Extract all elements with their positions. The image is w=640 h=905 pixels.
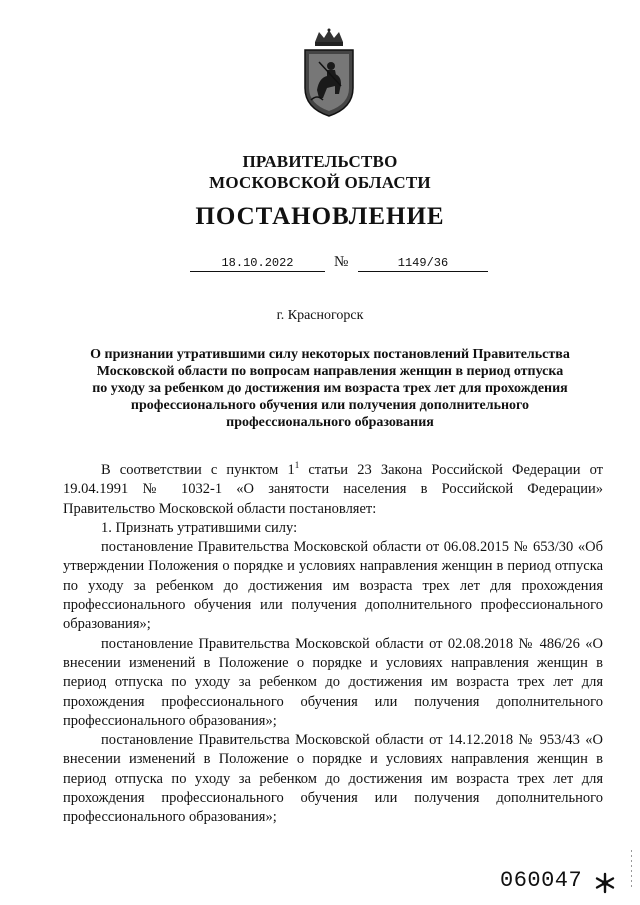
government-name-line-2: МОСКОВСКОЙ ОБЛАСТИ bbox=[209, 173, 431, 192]
moscow-region-coat-of-arms-icon bbox=[297, 28, 361, 118]
title-line: профессионального образования bbox=[226, 415, 434, 430]
serial-number: 060047 bbox=[500, 868, 583, 893]
body-paragraph: постановление Правительства Московской области от 02.08.2018 № 486/26 «О внесении изменений в Положение о порядке и условиях направления женщин в период отпуска по уходу за ребенком до достижения им возраста трех лет для прохождения профессионального обучения или получения дополнительного профессионального образования»; bbox=[63, 635, 603, 729]
body-paragraph: постановление Правительства Московской области от 06.08.2015 № 653/30 «Об утверждении Положения о порядке и условиях направления женщин в период отпуска по уходу за ребенком до достижения им возраста трех лет для прохождения профессионального обучения или получения дополнительного профессионального образования»; bbox=[63, 539, 603, 633]
preamble-text-2: статьи 23 Закона Российской Федерации от 19.04.1991 № 1032-1 «О занятости населения в Российской Федерации» Правительство Московской области постановляет: bbox=[63, 462, 603, 517]
footnote-superscript: 1 bbox=[294, 460, 300, 470]
preamble-paragraph bbox=[63, 461, 603, 519]
document-number: 1149/36 bbox=[358, 256, 488, 272]
document-date: 18.10.2022 bbox=[190, 256, 325, 272]
registration-line bbox=[0, 256, 640, 278]
title-line: по уходу за ребенком до достижения им возраста трех лет для прохождения bbox=[92, 381, 568, 396]
margin-scan-mark bbox=[630, 850, 633, 890]
title-line: Московской области по вопросам направления женщин в период отпуска bbox=[96, 364, 564, 379]
government-name-line-1: ПРАВИТЕЛЬСТВО bbox=[242, 152, 398, 171]
document-body bbox=[63, 461, 603, 828]
title-line: О признании утратившими силу некоторых постановлений Правительства bbox=[90, 347, 570, 362]
preamble-text-1: В соответствии с пунктом 1 bbox=[101, 462, 295, 478]
city: г. Красногорск bbox=[276, 308, 364, 323]
body-paragraph: 1. Признать утратившими силу: bbox=[101, 519, 298, 536]
asterisk-icon bbox=[594, 872, 616, 894]
document-type: ПОСТАНОВЛЕНИЕ bbox=[195, 203, 445, 230]
number-sign: № bbox=[334, 254, 349, 270]
document-title bbox=[70, 346, 590, 431]
body-paragraph: постановление Правительства Московской области от 14.12.2018 № 953/43 «О внесении изменений в Положение о порядке и условиях направления женщин в период отпуска по уходу за ребенком до достижения им возраста трех лет для прохождения профессионального обучения или получения дополнительного профессионального образования»; bbox=[63, 732, 603, 826]
title-line: профессионального обучения или получения дополнительного bbox=[130, 398, 530, 413]
